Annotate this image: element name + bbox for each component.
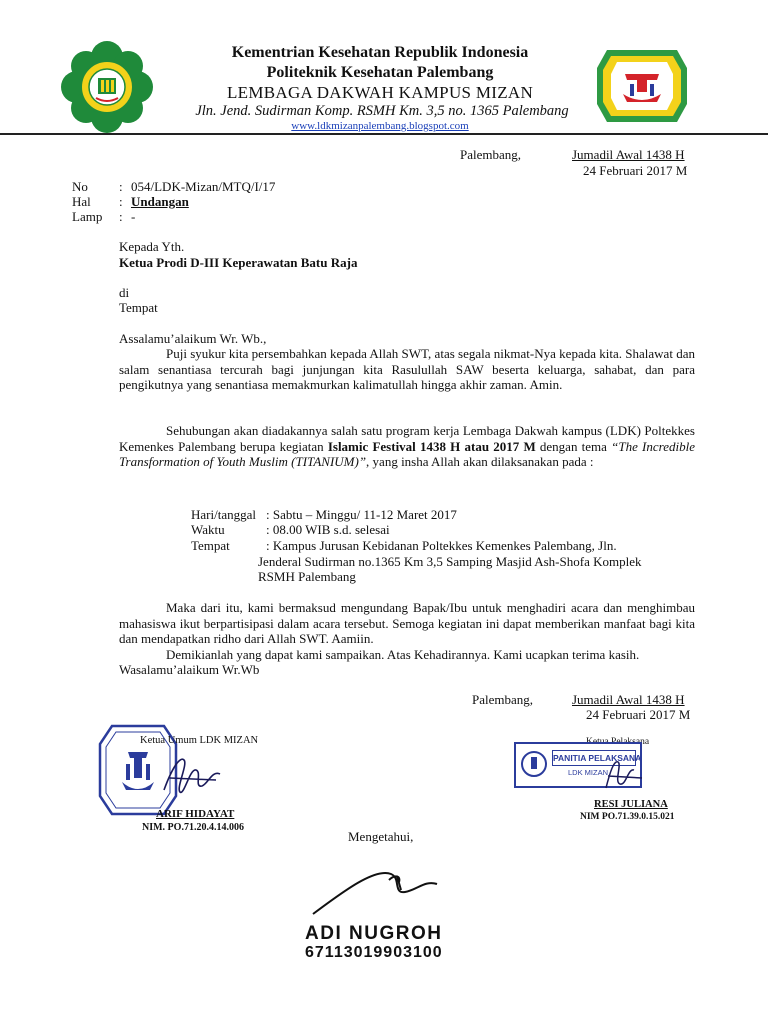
paragraph-intro: Puji syukur kita persembahkan kepada Allah SWT, atas segala nikmat-Nya kepada kita. Shalawat dan salam senantiasa tercurah bagi junjungan kita Rasulullah SAW beserta keluarga, sahabat, dan para pengikutnya yang senantiasa memakmurkan kalimatullah hingga akhir zaman. Amin.	[119, 346, 695, 392]
lamp-label: Lamp	[72, 209, 103, 224]
paragraph-event	[119, 423, 695, 470]
mengetahui-label: Mengetahui,	[348, 829, 414, 844]
salam-closing: Wasalamu’alaikum Wr.Wb	[119, 662, 260, 677]
left-signer-title: Ketua Umum LDK MIZAN	[140, 735, 259, 746]
recipient-di: di	[119, 285, 130, 300]
date-hijri: Jumadil Awal 1438 H	[572, 147, 685, 162]
ldk-mizan-logo	[597, 48, 687, 124]
recipient-name: Ketua Prodi D-III Keperawatan Batu Raja	[119, 255, 358, 270]
date-gregorian: 24 Februari 2017 M	[583, 163, 688, 178]
header-website-link[interactable]: www.ldkmizanpalembang.blogspot.com	[291, 120, 469, 132]
right-stamp-label: PANITIA PELAKSANA	[552, 750, 636, 766]
header-divider	[0, 133, 768, 135]
paragraph-event-text-2: dengan tema	[535, 438, 612, 454]
event-theme: “The Incredible Transformation of Youth Muslim (TITANIUM)”	[119, 438, 695, 469]
bottom-signer-crop	[305, 924, 463, 964]
schedule-day-value: : Sabtu – Minggu/ 11-12 Maret 2017	[266, 507, 457, 522]
bottom-signature	[305, 850, 465, 922]
paragraph-event-text-1: Sehubungan akan diadakannya salah satu program kerja Lembaga Dakwah kampus (LDK) Poltekkes Kemenkes Palembang berupa kegiatan	[119, 423, 695, 454]
schedule-day-text: Sabtu – Minggu/ 11-12 Maret 2017	[272, 507, 457, 522]
hal-colon: :	[119, 194, 123, 209]
recipient-greeting: Kepada Yth.	[119, 239, 185, 254]
schedule-place-line-3: RSMH Palembang	[258, 569, 356, 584]
schedule-time-text: 08.00 WIB s.d. selesai	[272, 522, 390, 537]
left-signer-name: ARIF HIDAYAT	[156, 808, 235, 820]
right-signer-title: Ketua Pelaksana	[586, 737, 650, 747]
schedule-time-value: : 08.00 WIB s.d. selesai	[266, 522, 390, 537]
right-signer-name: RESI JULIANA	[594, 799, 668, 810]
schedule-place-value: : Kampus Jurusan Kebidanan Poltekkes Kemenkes Palembang, Jln.	[266, 538, 617, 553]
left-signer-nim: NIM. PO.71.20.4.14.006	[142, 822, 244, 833]
schedule-place-text-1: Kampus Jurusan Kebidanan Poltekkes Kemenkes Palembang, Jln.	[272, 538, 617, 553]
left-signature	[150, 748, 230, 800]
header-institution: Politeknik Kesehatan Palembang	[266, 64, 494, 81]
date-city: Palembang,	[460, 147, 522, 162]
header-address: Jln. Jend. Sudirman Komp. RSMH Km. 3,5 no. 1365 Palembang	[195, 103, 569, 119]
poltekkes-logo	[60, 40, 154, 134]
no-label: No	[72, 179, 88, 194]
bottom-date-gregorian: 24 Februari 2017 M	[586, 707, 691, 722]
header-ministry: Kementrian Kesehatan Republik Indonesia	[231, 44, 529, 61]
event-name: Islamic Festival 1438 H atau 2017 M	[327, 438, 536, 454]
paragraph-invitation: Maka dari itu, kami bermaksud mengundang Bapak/Ibu untuk menghadiri acara dan menghimbau mahasiswa ikut berpartisipasi dalam acara tersebut. Semoga kegiatan ini dapat memberikan manfaat bagi kita dan mendapatkan ridho dari Allah SWT. Aamiin.	[119, 600, 695, 646]
schedule-place-line-2: Jenderal Sudirman no.1365 Km 3,5 Samping Masjid Ash-Shofa Komplek	[258, 554, 642, 569]
schedule-day-label: Hari/tanggal	[191, 507, 256, 522]
bottom-date-city: Palembang,	[472, 692, 534, 707]
schedule-time-label: Waktu	[191, 522, 225, 537]
no-colon: :	[119, 179, 123, 194]
bottom-signer-name: ADI NUGROH	[305, 924, 443, 944]
hal-label: Hal	[72, 194, 91, 209]
letter-subject: Undangan	[131, 194, 189, 209]
paragraph-event-text-3: , yang insha Allah akan dilaksanakan pada :	[366, 454, 594, 469]
schedule-place-label: Tempat	[191, 538, 230, 553]
bottom-date-hijri: Jumadil Awal 1438 H	[572, 692, 685, 707]
paragraph-thanks: Demikianlah yang dapat kami sampaikan. Atas Kehadirannya. Kami ucapkan terima kasih.	[166, 647, 640, 662]
right-signature	[592, 752, 652, 792]
header-organization: LEMBAGA DAKWAH KAMPUS MIZAN	[226, 83, 534, 102]
recipient-place: Tempat	[119, 300, 158, 315]
letter-number: 054/LDK-Mizan/MTQ/I/17	[131, 179, 276, 194]
right-signer-nim: NIM PO.71.39.0.15.021	[580, 812, 675, 822]
salam-opening: Assalamu’alaikum Wr. Wb.,	[119, 331, 267, 346]
lamp-colon: :	[119, 209, 123, 224]
bottom-signer-nip: 67113019903100	[305, 944, 443, 961]
right-stamp-sub: LDK MIZAN	[568, 768, 609, 777]
letter-attachment: -	[131, 209, 136, 224]
